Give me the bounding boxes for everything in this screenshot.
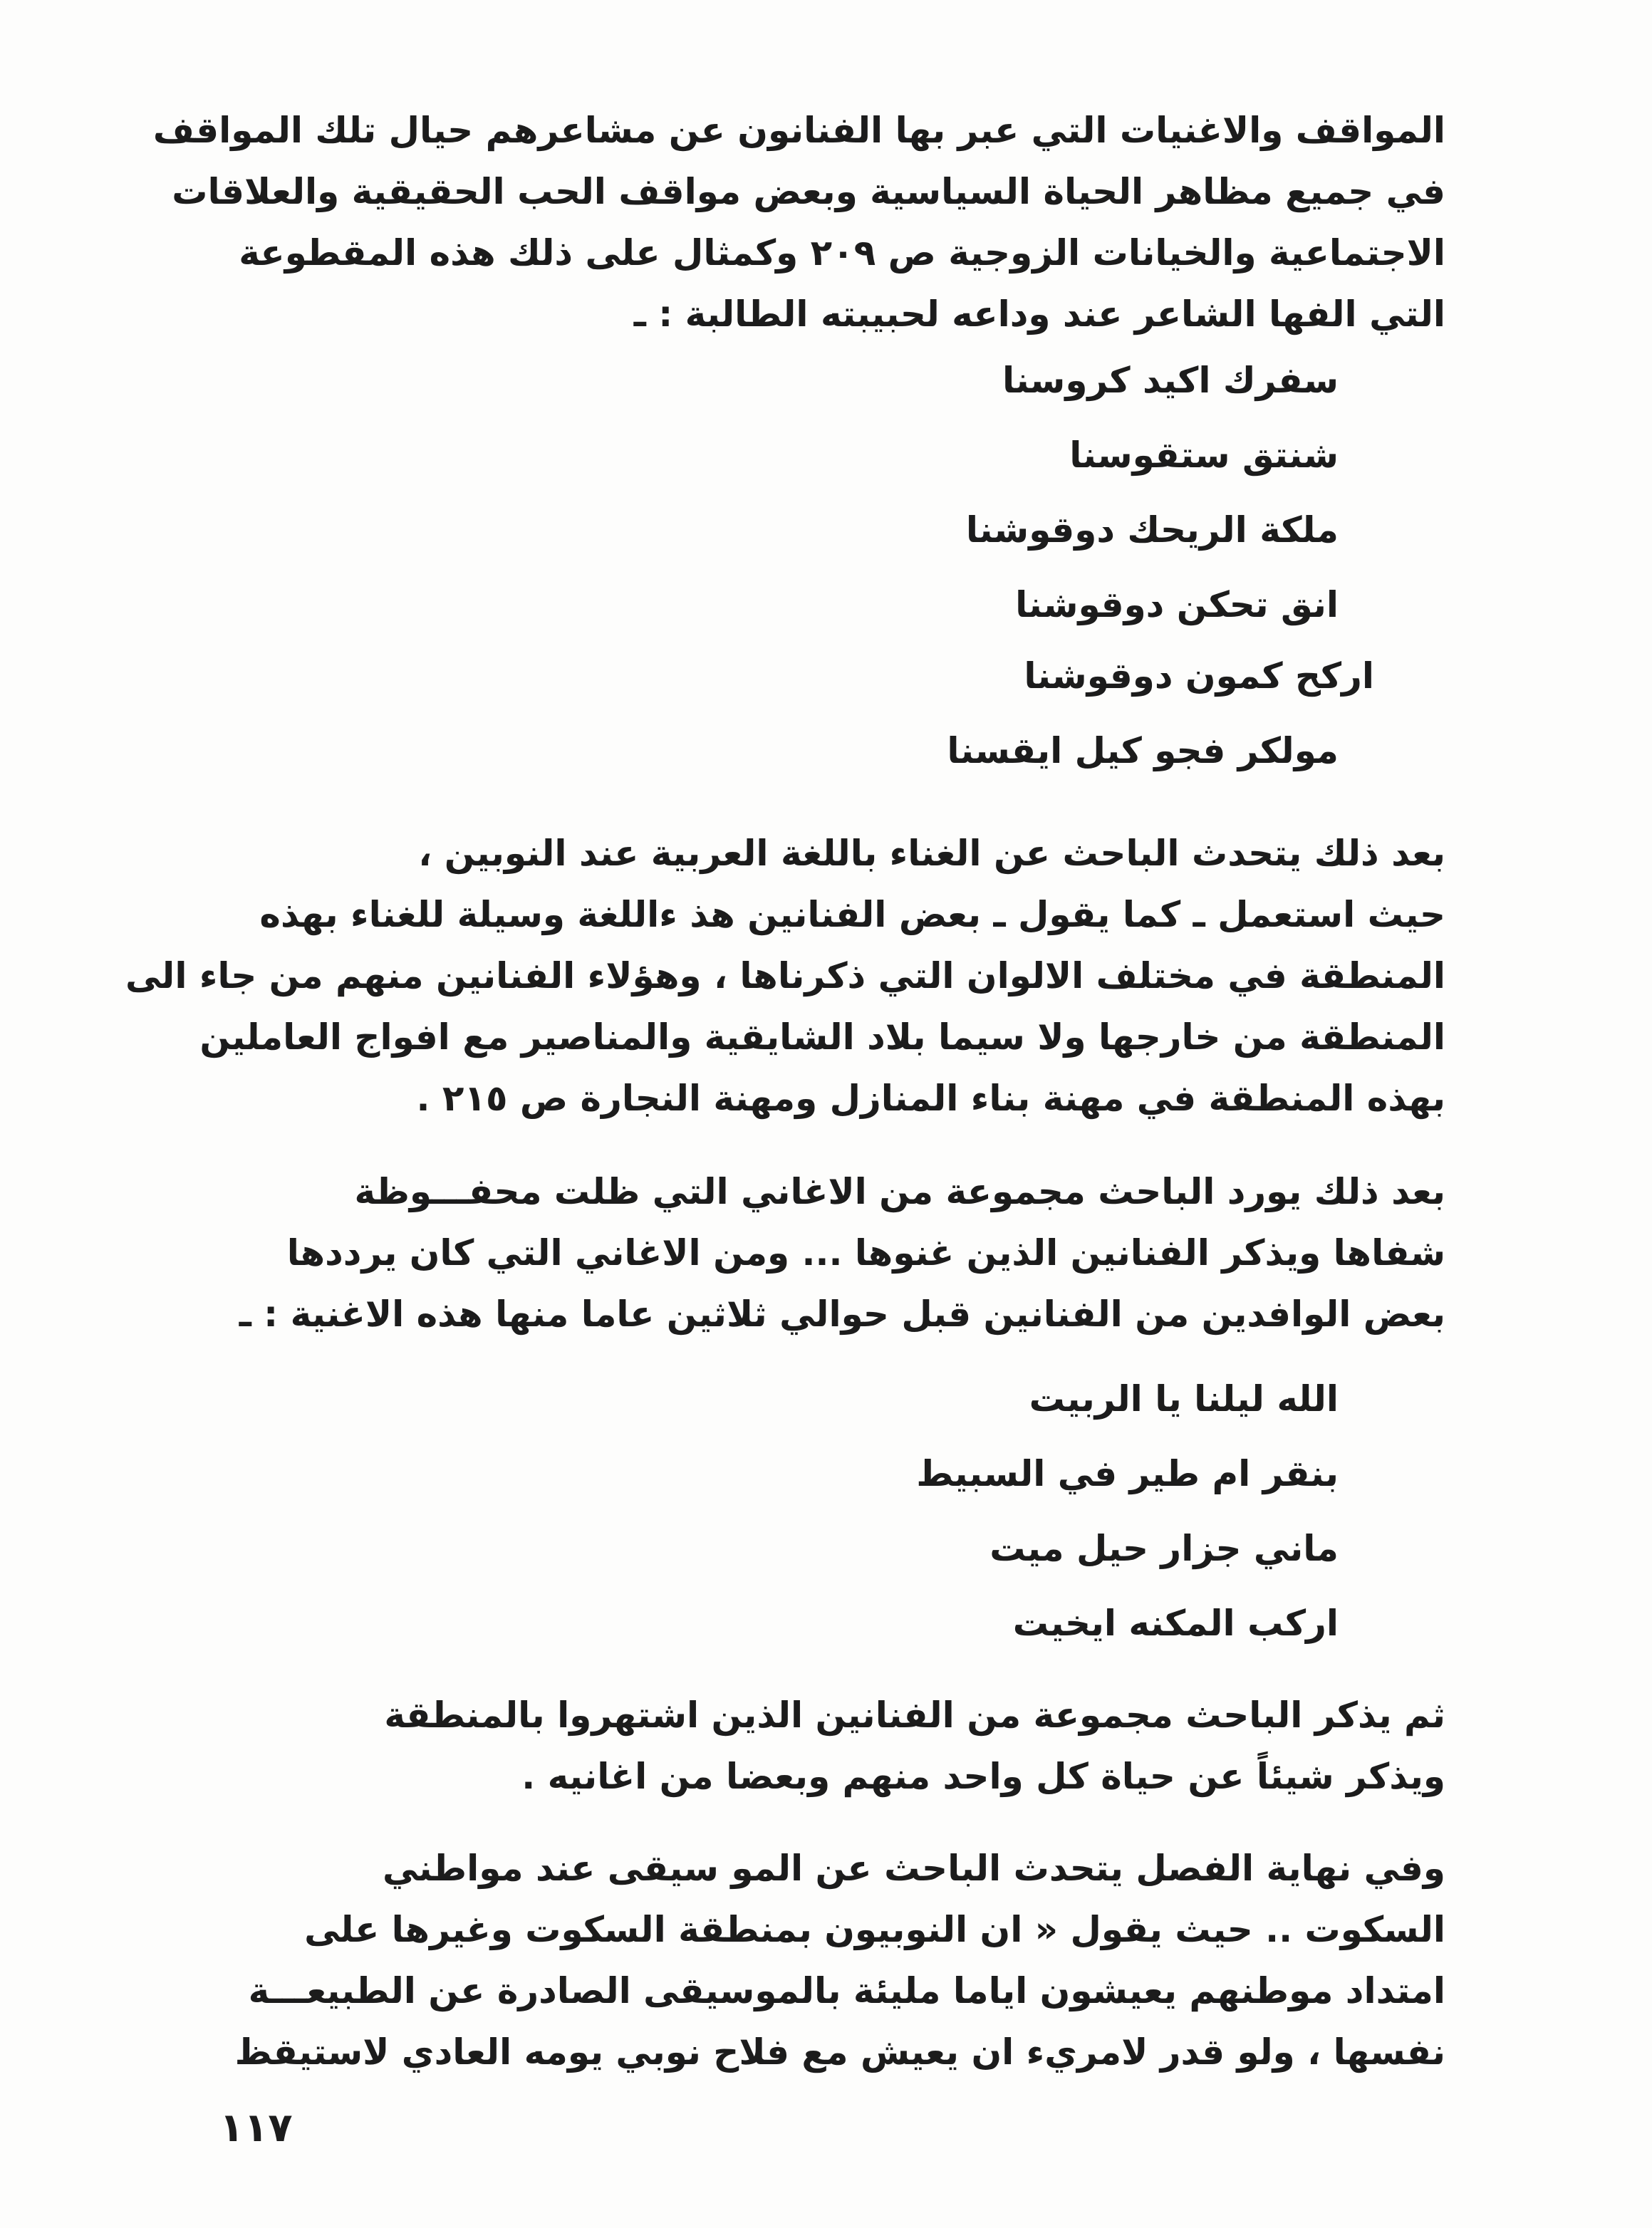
paragraph-line: المواقف والاغنيات التي عبر بها الفنانون عن مشاعرهم حيال تلك المواقف (152, 110, 1445, 151)
paragraph-line: حيث استعمل ـ كما يقول ـ بعض الفنانين هذ ءاللغة وسيلة للغناء بهذه (259, 894, 1445, 935)
paragraph-1 (152, 100, 1445, 345)
page-number: ١١٧ (219, 2105, 293, 2151)
paragraph-4 (199, 1685, 1445, 1807)
paragraph-line: بعد ذلك يتحدث الباحث عن الغناء باللغة العربية عند النوبين ، (418, 833, 1445, 874)
paragraph-2 (125, 823, 1445, 1129)
paragraph-line: بعد ذلك يورد الباحث مجموعة من الاغاني التي ظلت محفـــوظة (354, 1171, 1445, 1212)
poem-2-line: اركب المكنه ايخيت (1012, 1603, 1339, 1644)
paragraph-line: السكوت .. حيث يقول « ان النوبيون بمنطقة السكوت وغيرها على (304, 1909, 1445, 1950)
paragraph-5 (199, 1838, 1445, 2083)
paragraph-line: المنطقة في مختلف الالوان التي ذكرناها ، وهؤلاء الفنانين منهم من جاء الى (125, 955, 1445, 996)
paragraph-line: شفاها ويذكر الفنانين الذين غنوها ... ومن الاغاني التي كان يرددها (286, 1232, 1445, 1274)
paragraph-line: التي الفها الشاعر عند وداعه لحبيبته الطالبة : ـ (633, 293, 1445, 335)
paragraph-line: بهذه المنطقة في مهنة بناء المنازل ومهنة النجارة ص ٢١٥ . (416, 1078, 1445, 1119)
paragraph-line: بعض الوافدين من الفنانين قبل حوالي ثلاثين عاما منها هذه الاغنية : ـ (239, 1293, 1445, 1335)
poem-1-line: شنتق ستقوسنا (1069, 434, 1339, 476)
poem-1-line: سفرك اكيد كروسنا (1002, 360, 1339, 401)
paragraph-line: في جميع مظاهر الحياة السياسية وبعض مواقف الحب الحقيقية والعلاقات (172, 171, 1445, 212)
paragraph-line: وفي نهاية الفصل يتحدث الباحث عن المو سيقى عند مواطني (383, 1848, 1445, 1889)
poem-2-line: الله ليلنا يا الربيت (1029, 1378, 1339, 1420)
paragraph-3 (199, 1161, 1445, 1345)
poem-1-line: مولكر فجو كيل ايقسنا (947, 730, 1339, 771)
poem-2-line: بنقر ام طير في السبيط (916, 1453, 1339, 1494)
poem-1-line: اركح كمون دوقوشنا (1024, 655, 1374, 697)
paragraph-line: ثم يذكر الباحث مجموعة من الفنانين الذين اشتهروا بالمنطقة (384, 1695, 1445, 1736)
poem-2-line: ماني جزار حيل ميت (989, 1528, 1339, 1569)
paragraph-line: الاجتماعية والخيانات الزوجية ص ٢٠٩ وكمثال على ذلك هذه المقطوعة (239, 232, 1445, 274)
paragraph-line: المنطقة من خارجها ولا سيما بلاد الشايقية والمناصير مع افواج العاملين (199, 1016, 1445, 1058)
poem-1-line: ملكة الريحك دوقوشنا (965, 509, 1339, 551)
paragraph-line: نفسها ، ولو قدر لامريء ان يعيش مع فلاح نوبي يومه العادي لاستيقظ (234, 2031, 1445, 2073)
poem-1-line: انق تحكن دوقوشنا (1015, 584, 1339, 625)
paragraph-line: امتداد موطنهم يعيشون اياما مليئة بالموسيقى الصادرة عن الطبيعـــة (248, 1970, 1445, 2011)
paragraph-line: ويذكر شيئاً عن حياة كل واحد منهم وبعضا من اغانيه . (521, 1756, 1445, 1797)
